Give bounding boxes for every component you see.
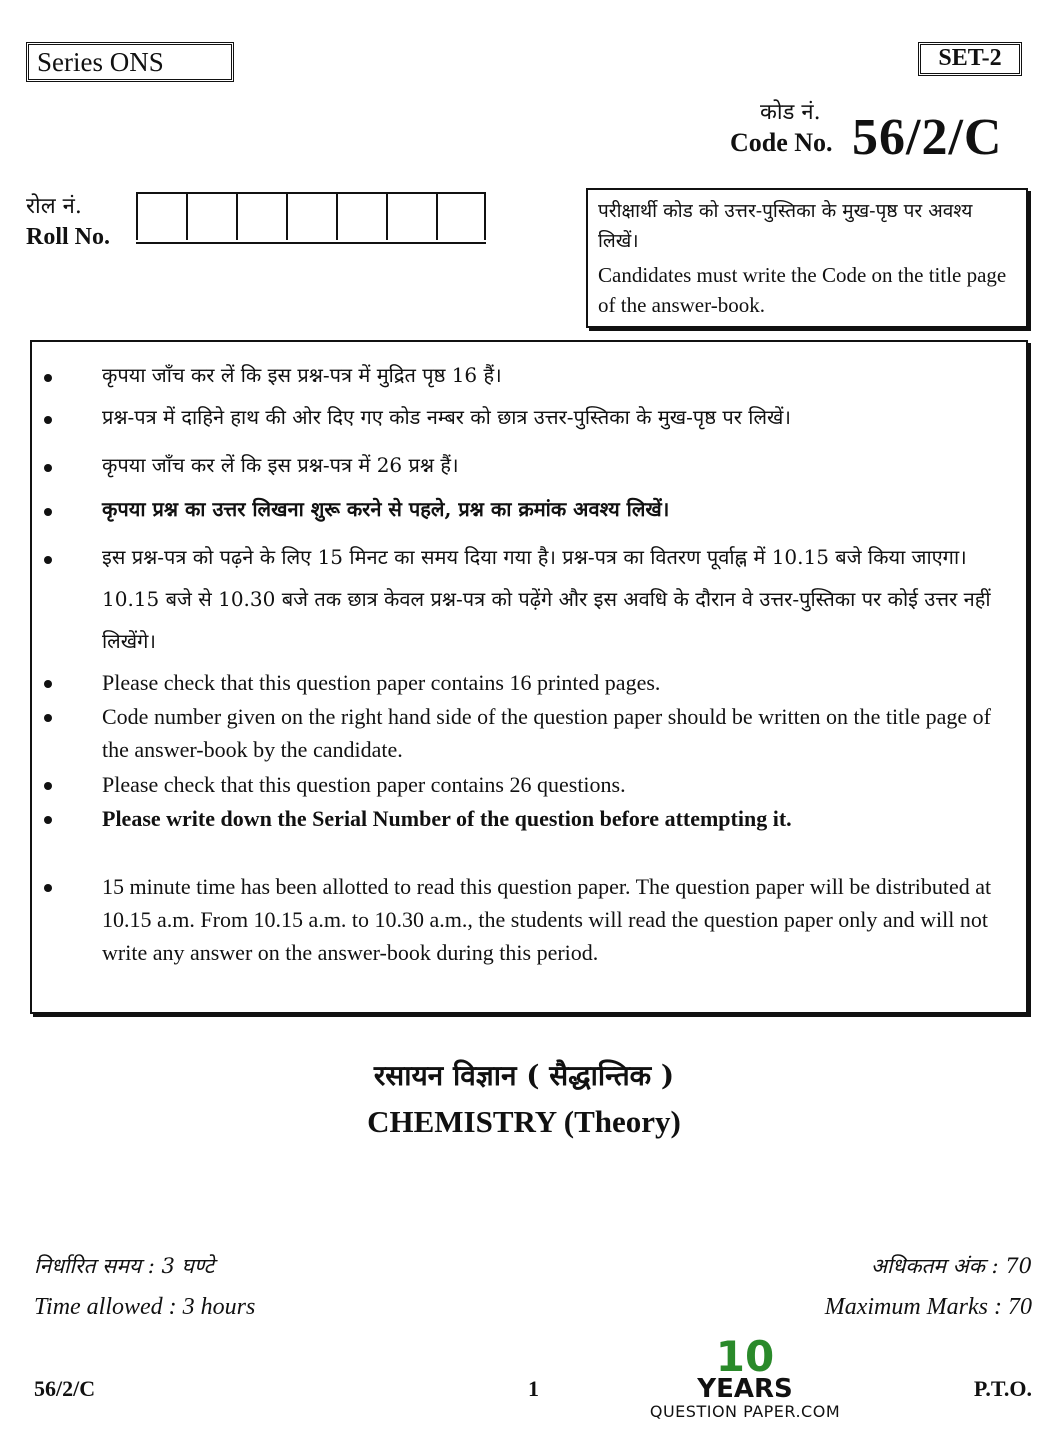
maximum-marks-hindi: अधिकतम अंक : 70 [870, 1254, 1032, 1278]
logo-site: QUESTION PAPER.COM [649, 1402, 841, 1421]
bullet-icon [44, 782, 52, 790]
bullet-icon [44, 816, 52, 824]
candidate-note-hindi: परीक्षार्थी कोड को उत्तर-पुस्तिका के मुख-पृष्ठ पर अवश्य लिखें। [598, 200, 973, 252]
time-allowed-hindi: निर्धारित समय : 3 घण्टे [34, 1254, 215, 1278]
roll-cell[interactable] [436, 192, 486, 240]
subject-title: CHEMISTRY (Theory) [367, 1104, 681, 1139]
bullet-icon [44, 464, 52, 472]
instruction-text: Code number given on the right hand side of the question paper should be written on the title page of the answer-book by the candidate. [102, 704, 991, 762]
roll-cell[interactable] [386, 192, 436, 240]
time-allowed: Time allowed : 3 hours [34, 1294, 256, 1320]
maximum-marks: Maximum Marks : 70 [824, 1294, 1032, 1320]
roll-number-boxes[interactable] [136, 192, 486, 244]
instruction-text: इस प्रश्न-पत्र को पढ़ने के लिए 15 मिनट का समय दिया गया है। प्रश्न-पत्र का वितरण पूर्वाह्न में 10.15 बजे किया जाएगा। 10.15 बजे से 10.30 बजे तक छात्र केवल प्रश्न-पत्र को पढ़ेंगे और इस अवधि के दौरान वे उत्तर-पुस्तिका पर कोई उत्तर नहीं लिखेंगे। [102, 545, 991, 653]
roll-label: Roll No. [26, 224, 110, 250]
roll-cell[interactable] [136, 192, 186, 240]
candidate-note-box [586, 188, 1028, 328]
footer-code: 56/2/C [34, 1376, 96, 1401]
instruction-text: 15 minute time has been allotted to read this question paper. The question paper will be distributed at 10.15 a.m. From 10.15 a.m. to 10.30 a.m., the students will read the question paper only and will not write any answer on the answer-book during this period. [102, 874, 992, 965]
instruction-text: Please write down the Serial Number of the question before attempting it. [102, 806, 792, 831]
roll-label-hindi: रोल नं. [26, 194, 82, 219]
code-label: Code No. [730, 128, 833, 157]
page-number: 1 [528, 1376, 539, 1401]
bullet-icon [44, 508, 52, 516]
subject-title-hindi: रसायन विज्ञान ( सैद्धान्तिक ) [373, 1059, 675, 1092]
instructions-box [30, 340, 1028, 1014]
set-label: SET-2 [918, 42, 1022, 76]
bullet-icon [44, 556, 52, 564]
pto-label: P.T.O. [973, 1376, 1032, 1401]
candidate-note-english: Candidates must write the Code on the title page of the answer-book. [598, 263, 1007, 317]
bullet-icon [44, 374, 52, 382]
series-label: Series ONS [26, 42, 234, 82]
roll-cell[interactable] [236, 192, 286, 240]
logo-years: YEARS [697, 1374, 793, 1404]
roll-cell[interactable] [336, 192, 386, 240]
code-label-hindi: कोड नं. [760, 100, 821, 125]
code-value: 56/2/C [852, 109, 1003, 166]
instruction-text: Please check that this question paper contains 16 printed pages. [102, 670, 661, 695]
instruction-text: कृपया जाँच कर लें कि इस प्रश्न-पत्र में मुद्रित पृष्ठ 16 हैं। [102, 363, 502, 387]
roll-cell[interactable] [186, 192, 236, 240]
instruction-text: कृपया प्रश्न का उत्तर लिखना शुरू करने से पहले, प्रश्न का क्रमांक अवश्य लिखें। [102, 497, 670, 521]
bullet-icon [44, 714, 52, 722]
watermark-logo [640, 1332, 850, 1422]
bullet-icon [44, 416, 52, 424]
instruction-text: कृपया जाँच कर लें कि इस प्रश्न-पत्र में 26 प्रश्न हैं। [102, 453, 459, 477]
bullet-icon [44, 884, 52, 892]
logo-number: 10 [715, 1332, 775, 1381]
instruction-text: प्रश्न-पत्र में दाहिने हाथ की ओर दिए गए कोड नम्बर को छात्र उत्तर-पुस्तिका के मुख-पृष्ठ पर लिखें। [102, 405, 791, 429]
instruction-text: Please check that this question paper contains 26 questions. [102, 772, 626, 797]
bullet-icon [44, 680, 52, 688]
roll-cell[interactable] [286, 192, 336, 240]
